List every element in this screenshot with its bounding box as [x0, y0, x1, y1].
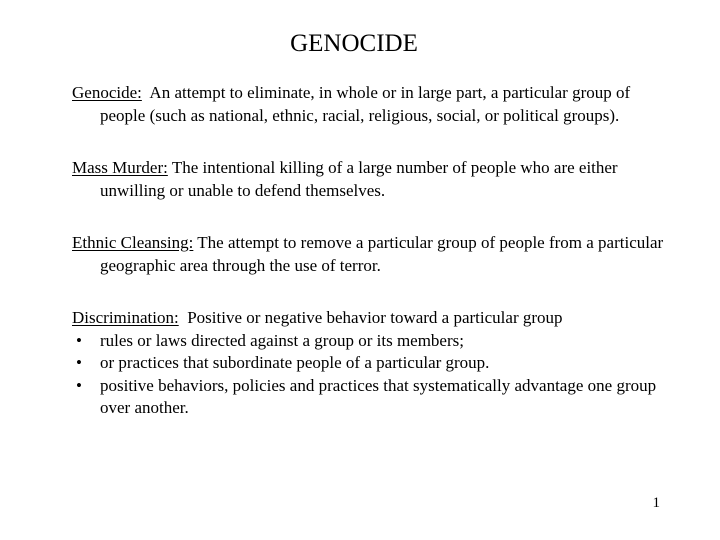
definition-term: Discrimination:: [72, 308, 179, 327]
list-item: [72, 330, 672, 353]
definition-body: The intentional killing of a large number of people who are either unwilling or unable to defend themselves.: [100, 158, 618, 200]
list-item-text: rules or laws directed against a group or its members;: [100, 330, 464, 350]
definition-body: An attempt to eliminate, in whole or in large part, a particular group of people (such as national, ethnic, racial, religious, social, or political groups).: [100, 83, 631, 125]
discrimination-bullet-list: [72, 330, 672, 420]
list-item-text: positive behaviors, policies and practices that systematically advantage one group over another.: [100, 375, 657, 417]
definition-discrimination: [72, 307, 672, 330]
slide-content: [72, 82, 672, 420]
page-number: 1: [652, 495, 660, 511]
definition-body: Positive or negative behavior toward a particular group: [187, 308, 563, 327]
definition-genocide: [72, 82, 672, 127]
definition-term: Mass Murder:: [72, 158, 168, 177]
list-item: [72, 375, 672, 420]
definition-term: Genocide:: [72, 83, 142, 102]
bullet-icon: •: [76, 353, 82, 372]
list-item: [72, 352, 672, 375]
definition-mass-murder: [72, 157, 672, 202]
bullet-icon: •: [76, 375, 82, 395]
definition-body: The attempt to remove a particular group of people from a particular geographic area through the use of terror.: [100, 233, 664, 275]
definition-term: Ethnic Cleansing:: [72, 233, 194, 252]
list-item-text: or practices that subordinate people of a particular group.: [100, 353, 490, 372]
definition-ethnic-cleansing: [72, 232, 672, 277]
slide-title: GENOCIDE: [290, 30, 418, 57]
bullet-icon: •: [76, 330, 82, 350]
